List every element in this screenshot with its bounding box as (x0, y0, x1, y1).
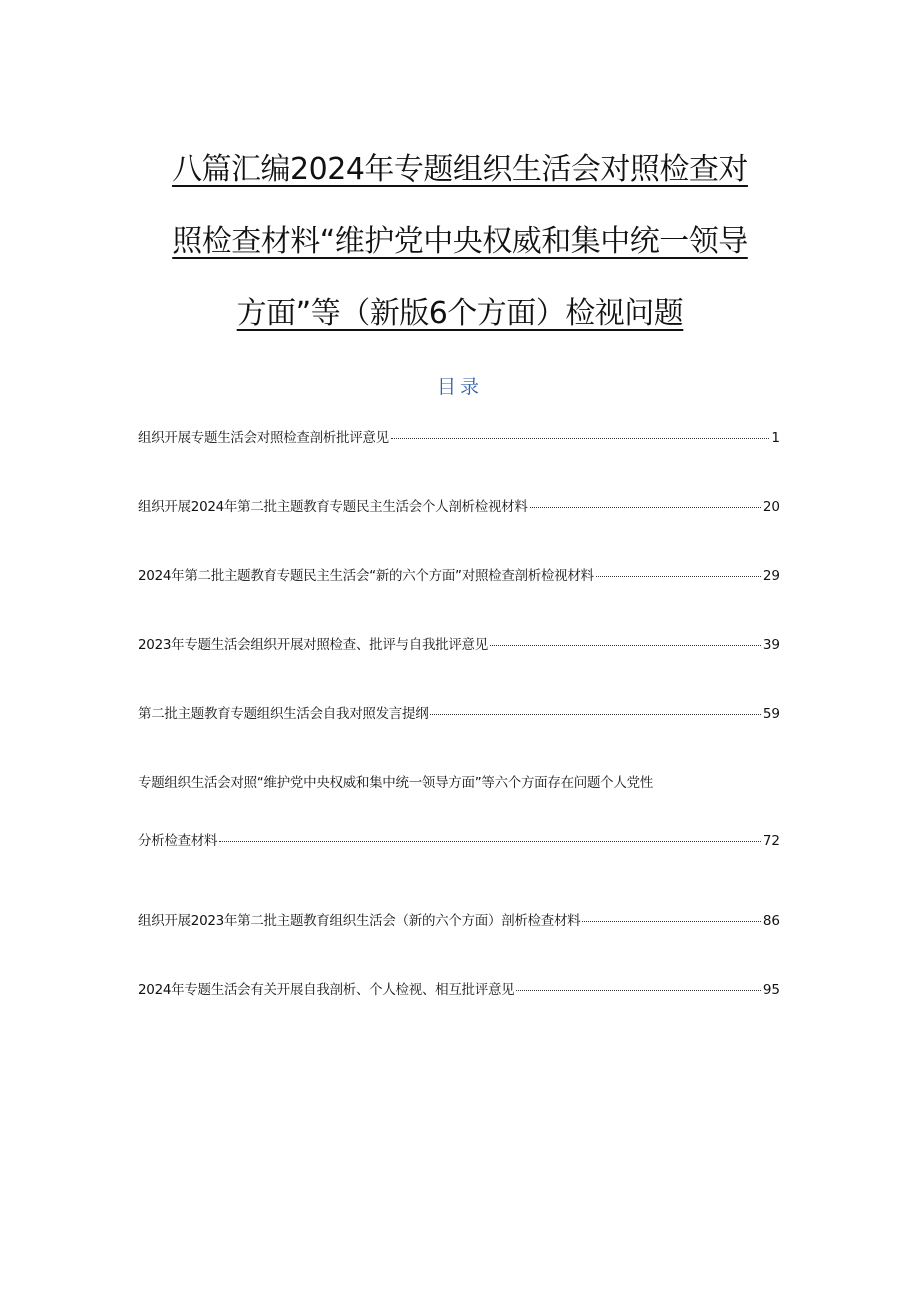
toc-entry-6[interactable] (138, 767, 780, 905)
toc-entry-1[interactable] (138, 422, 780, 491)
toc-entry-5[interactable] (138, 698, 780, 767)
toc-entry-page: 72 (762, 833, 780, 849)
toc-entry-title: 组织开展2023年第二批主题教育组织生活会（新的六个方面）剖析检查材料 (138, 913, 581, 929)
toc-leader-dots (490, 644, 761, 646)
toc-entry-page: 20 (762, 499, 780, 515)
toc-entry-page: 39 (762, 637, 780, 653)
title-line-2: 照检查材料“维护党中央权威和集中统一领导 (172, 224, 748, 259)
toc-leader-dots (391, 437, 770, 439)
toc-entry-title: 组织开展2024年第二批主题教育专题民主生活会个人剖析检视材料 (138, 499, 528, 515)
toc-entry-page: 59 (762, 706, 780, 722)
toc-entry-title: 2024年专题生活会有关开展自我剖析、个人检视、相互批评意见 (138, 982, 515, 998)
toc-heading: 目录 (436, 376, 483, 398)
toc-entry-title-cont: 分析检查材料 (138, 833, 218, 849)
toc-leader-dots (596, 575, 761, 577)
toc-leader-dots (582, 920, 760, 922)
toc-leader-dots (219, 840, 761, 842)
toc-entry-title: 组织开展专题生活会对照检查剖析批评意见 (138, 430, 389, 446)
toc-entry-4[interactable] (138, 629, 780, 698)
toc-entry-title: 2023年专题生活会组织开展对照检查、批评与自我批评意见 (138, 637, 488, 653)
document-title (150, 134, 770, 350)
toc-entry-2[interactable] (138, 491, 780, 560)
toc-entry-title: 2024年第二批主题教育专题民主生活会“新的六个方面”对照检查剖析检视材料 (138, 568, 594, 584)
toc-entry-row (138, 767, 780, 825)
title-line-1: 八篇汇编2024年专题组织生活会对照检查对 (172, 152, 748, 187)
toc-entry-row (138, 825, 780, 883)
toc-entry-title: 第二批主题教育专题组织生活会自我对照发言提纲 (138, 706, 429, 722)
toc-entry-page: 1 (771, 430, 780, 446)
toc-leader-dots (530, 506, 761, 508)
toc-entry-page: 86 (762, 913, 780, 929)
title-line-3: 方面”等（新版6个方面）检视问题 (236, 296, 684, 331)
toc-leader-dots (516, 989, 760, 991)
table-of-contents (138, 422, 780, 1043)
toc-leader-dots (430, 713, 760, 715)
toc-entry-page: 29 (762, 568, 780, 584)
toc-entry-3[interactable] (138, 560, 780, 629)
toc-entry-8[interactable] (138, 974, 780, 1043)
toc-entry-title: 专题组织生活会对照“维护党中央权威和集中统一领导方面”等六个方面存在问题个人党性 (138, 775, 653, 791)
toc-entry-7[interactable] (138, 905, 780, 974)
toc-entry-page: 95 (762, 982, 780, 998)
